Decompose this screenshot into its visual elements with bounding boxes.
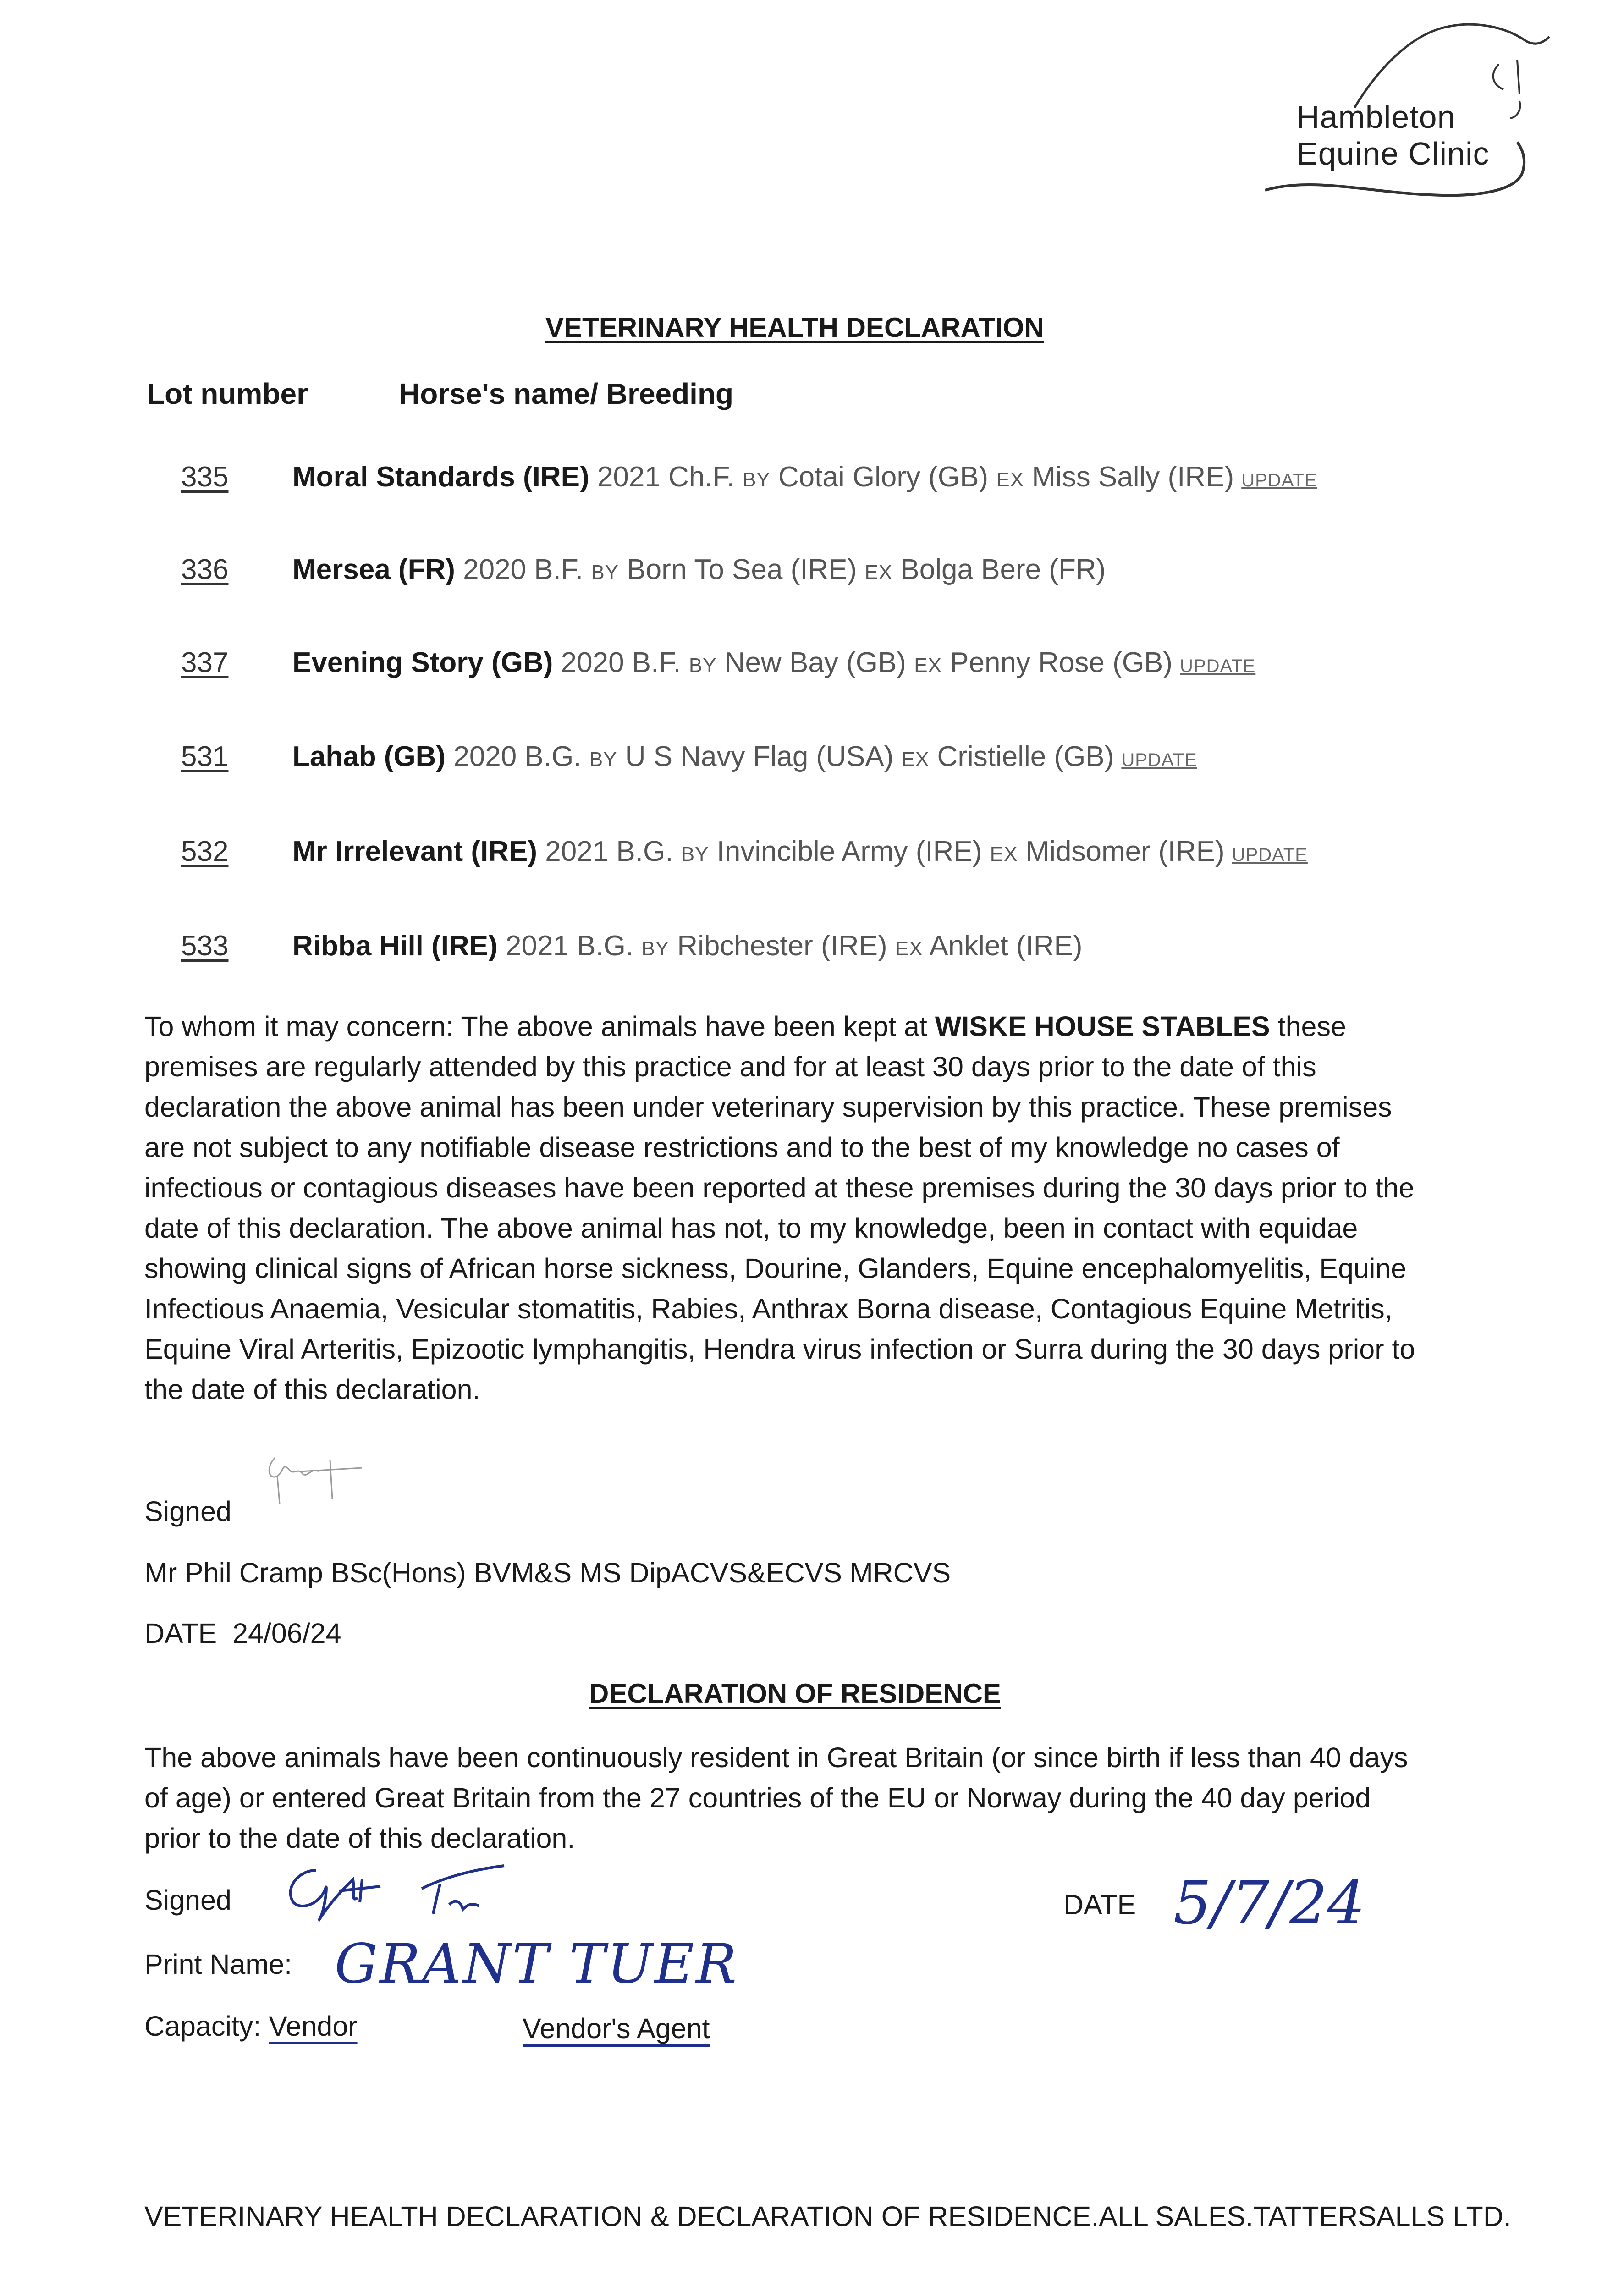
capacity-agent[interactable]: Vendor's Agent xyxy=(523,2013,710,2044)
by-label: BY xyxy=(742,468,771,491)
para-before: To whom it may concern: The above animals have been kept at xyxy=(144,1011,935,1042)
horse-name: Mr Irrelevant (IRE) xyxy=(292,836,538,867)
print-name-handwritten: GRANT TUER xyxy=(335,1932,738,1995)
horse-details: 2020 B.G. xyxy=(453,741,582,772)
lot-row xyxy=(181,646,1419,688)
dam: Anklet (IRE) xyxy=(929,930,1083,962)
lot-number: 337 xyxy=(181,647,229,678)
lot-row xyxy=(181,930,1419,971)
horse-name: Mersea (FR) xyxy=(292,554,455,585)
by-label: BY xyxy=(641,937,670,960)
lot-row xyxy=(181,461,1419,502)
print-name-label: Print Name: xyxy=(144,1949,292,1980)
by-label: BY xyxy=(688,654,717,677)
by-label: BY xyxy=(589,748,617,771)
vendor-signature-icon xyxy=(275,1852,532,1930)
lot-description xyxy=(292,646,1255,679)
sire: Invincible Army (IRE) xyxy=(716,836,982,867)
lot-number: 531 xyxy=(181,741,229,772)
horse-name: Moral Standards (IRE) xyxy=(292,461,589,493)
sire: U S Navy Flag (USA) xyxy=(625,741,894,772)
horse-details: 2021 Ch.F. xyxy=(597,461,735,493)
horse-details: 2021 B.G. xyxy=(506,930,634,962)
health-date xyxy=(144,1617,341,1649)
column-header-name: Horse's name/ Breeding xyxy=(399,377,734,410)
residence-title: DECLARATION OF RESIDENCE xyxy=(589,1678,1001,1709)
capacity-vendor-agent xyxy=(523,2012,710,2044)
dam: Midsomer (IRE) xyxy=(1025,836,1225,867)
residence-date-handwritten: 5/7/24 xyxy=(1173,1868,1365,1938)
residence-text: The above animals have been continuously resident in Great Britain (or since birth if less than 40 days of age) or entered Great Britain from the 27 countries of the EU or Norway during the 40 day period prior to the date of this declaration. xyxy=(144,1742,1408,1854)
lot-number: 335 xyxy=(181,461,229,493)
lot-number: 533 xyxy=(181,930,229,962)
lot-row xyxy=(181,553,1419,595)
ex-label: EX xyxy=(914,654,942,677)
sire: Cotai Glory (GB) xyxy=(778,461,989,493)
by-label: BY xyxy=(591,561,619,584)
horse-details: 2021 B.G. xyxy=(545,836,673,867)
ex-label: EX xyxy=(895,937,923,960)
health-date-value: 24/06/24 xyxy=(232,1618,341,1649)
horse-name: Ribba Hill (IRE) xyxy=(292,930,498,962)
lot-description xyxy=(292,461,1317,493)
premises-name: WISKE HOUSE STABLES xyxy=(935,1011,1270,1042)
health-date-label: DATE xyxy=(144,1618,217,1649)
horse-details: 2020 B.F. xyxy=(463,554,584,585)
by-label: BY xyxy=(681,843,709,865)
update-link[interactable]: UPDATE xyxy=(1241,470,1317,490)
dam: Bolga Bere (FR) xyxy=(900,554,1106,585)
capacity-row xyxy=(144,2010,358,2042)
document-title: VETERINARY HEALTH DECLARATION xyxy=(545,312,1044,343)
sire: New Bay (GB) xyxy=(724,647,906,678)
lot-description xyxy=(292,553,1106,586)
dam: Cristielle (GB) xyxy=(937,741,1114,772)
dam: Miss Sally (IRE) xyxy=(1032,461,1234,493)
capacity-vendor[interactable]: Vendor xyxy=(269,2011,358,2042)
page-footer: VETERINARY HEALTH DECLARATION & DECLARATION OF RESIDENCE.ALL SALES.TATTERSALLS LTD. xyxy=(144,2201,1511,2232)
lot-description xyxy=(292,835,1308,868)
logo-text-line1: Hambleton xyxy=(1296,99,1456,135)
logo-text-line2: Equine Clinic xyxy=(1296,136,1490,171)
capacity-label: Capacity: xyxy=(144,2011,261,2042)
lot-number: 336 xyxy=(181,554,229,585)
column-header-lot: Lot number xyxy=(147,377,308,410)
para-after: these premises are regularly attended by this practice and for at least 30 days prior to the date of this declaration the above animal has been under veterinary supervision by this practice. These premises are not subject to any notifiable disease restrictions and to the best of my knowledge no cases of infectious or contagious diseases have been reported at these premises during the 30 days prior to the date of this declaration. The above animal has not, to my knowledge, been in contact with equidae showing clinical signs of African horse sickness, Dourine, Glanders, Equine encephalomyelitis, Equine Infectious Anaemia, Vesicular stomatitis, Rabies, Anthrax Borna disease, Contagious Equine Metritis, Equine Viral Arteritis, Epizootic lymphangitis, Hendra virus infection or Surra during the 30 days prior to the date of this declaration. xyxy=(144,1011,1415,1405)
health-declaration-text xyxy=(144,1006,1428,1410)
vet-signed-label: Signed xyxy=(144,1496,231,1527)
horse-details: 2020 B.F. xyxy=(561,647,681,678)
clinic-logo xyxy=(1256,9,1568,211)
lot-description xyxy=(292,930,1083,962)
lot-row xyxy=(181,740,1419,782)
update-link[interactable]: UPDATE xyxy=(1180,656,1256,676)
residence-signed-label: Signed xyxy=(144,1884,231,1916)
residence-date-label: DATE xyxy=(1063,1889,1136,1920)
lot-number: 532 xyxy=(181,836,229,867)
lot-row xyxy=(181,835,1419,876)
sire: Ribchester (IRE) xyxy=(677,930,887,962)
update-link[interactable]: UPDATE xyxy=(1232,845,1308,865)
lot-description xyxy=(292,740,1197,773)
horse-name: Lahab (GB) xyxy=(292,741,446,772)
vet-signature-icon xyxy=(257,1449,367,1513)
ex-label: EX xyxy=(901,748,930,771)
dam: Penny Rose (GB) xyxy=(950,647,1173,678)
sire: Born To Sea (IRE) xyxy=(627,554,857,585)
horse-name: Evening Story (GB) xyxy=(292,647,553,678)
ex-label: EX xyxy=(990,843,1018,865)
ex-label: EX xyxy=(864,561,893,584)
vet-name: Mr Phil Cramp BSc(Hons) BVM&S MS DipACVS&ECVS MRCVS xyxy=(144,1557,951,1588)
update-link[interactable]: UPDATE xyxy=(1121,750,1197,770)
ex-label: EX xyxy=(996,468,1024,491)
